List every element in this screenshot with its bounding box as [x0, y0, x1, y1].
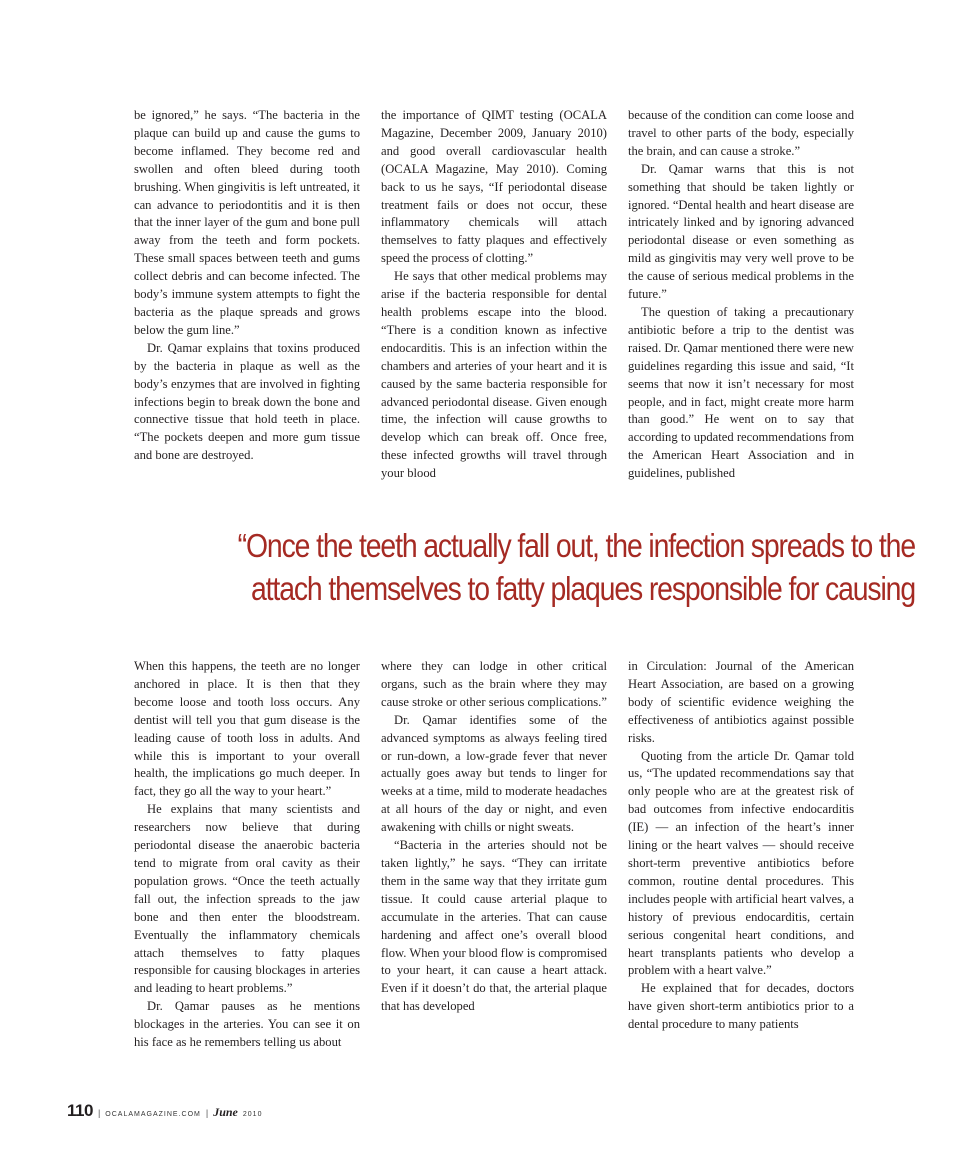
paragraph: the importance of QIMT testing (OCALA Magazine, December 2009, January 2010) and good overall cardiovascular health (OCALA Magazine, May 2010). Coming back to us he says, “If periodontal disease treatment fails or does not occur, these inflammatory chemicals will attach themselves to fatty plaques and effectively speed the process of clotting.”	[381, 108, 607, 266]
paragraph: be ignored,” he says. “The bacteria in the plaque can build up and cause the gums to become inflamed. They become red and swollen and often bleed during tooth brushing. When gingivitis is left untreated, it can advance to periodontitis and it is then that the inner layer of the gum and bone pull away from the teeth and form pockets. These small spaces between teeth and gums collect debris and can become infected. The body’s immune system attempts to fight the bacteria as the plaque spreads and grows below the gum line.”	[134, 108, 360, 337]
footer-site: OCALAMAGAZINE.COM	[105, 1111, 201, 1118]
paragraph: He explains that many scientists and researchers now believe that during periodontal disease the anaerobic bacteria tend to migrate from oral cavity as their population grows. “Once the teeth actually fall out, the infection spreads to the jaw bone and then enter the bloodstream. Eventually the inflammatory chemicals attach themselves to fatty plaques responsible for causing blockages in arteries and leading to heart problems.”	[134, 802, 360, 996]
article-column-1	[134, 107, 360, 465]
pull-quote	[231, 524, 915, 610]
article-column-5	[381, 658, 607, 1016]
paragraph: “Bacteria in the arteries should not be taken lightly,” he says. “They can irritate them in the same way that they irritate gum tissue. It could cause arterial plaque to accumulate in the arteries. That can cause hardening and affect one’s overall blood flow. When your blood flow is compromised to your heart, it can cause a heart attack. Even if it doesn’t do that, the arterial plaque that has developed	[381, 838, 607, 1014]
article-column-6	[628, 658, 854, 1034]
pull-quote-line-1: “Once the teeth actually fall out, the infection spreads to the	[237, 527, 916, 564]
paragraph: Quoting from the article Dr. Qamar told us, “The updated recommendations say that only people who are at the greatest risk of bad outcomes from infective endocarditis (IE) — an infection of the heart’s inner lining or the heart valves — should receive short-term preventive antibiotics before common, routine dental procedures. This includes people with artificial heart valves, a history of previous endocarditis, certain serious congenital heart conditions, and heart transplants patients who develop a problem with a heart valve.”	[628, 748, 854, 978]
article-column-2	[381, 107, 607, 483]
footer-separator: |	[97, 1108, 101, 1118]
paragraph: Dr. Qamar explains that toxins produced by the bacteria in plaque as well as the body’s enzymes that are involved in fighting infections begin to break down the bone and connective tissue that hold teeth in place. “The pockets deepen and more gum tissue and bone are destroyed.	[134, 340, 360, 463]
footer-month: June	[213, 1105, 238, 1119]
paragraph: because of the condition can come loose and travel to other parts of the body, especially the brain, and can cause a stroke.”	[628, 108, 854, 158]
paragraph: When this happens, the teeth are no longer anchored in place. It is then that they become loose and tooth loss occurs. Any dentist will tell you that gum disease is the leading cause of tooth loss in adults. And while this is important to your overall health, the implications go much deeper. In fact, they go all the way to your heart.”	[134, 659, 360, 799]
paragraph: The question of taking a precautionary antibiotic before a trip to the dentist was raised. Dr. Qamar mentioned there were new guidelines regarding this issue and said, “It seems that now it isn’t necessary for most people, and in fact, might create more harm than good.” He went on to say that according to updated recommendations from the American Heart Association and in guidelines, published	[628, 304, 854, 481]
paragraph: He explained that for decades, doctors have given short-term antibiotics prior to a dental procedure to many patients	[628, 981, 854, 1032]
paragraph: Dr. Qamar warns that this is not something that should be taken lightly or ignored. “Dental health and heart disease are intricately linked and by ignoring advanced periodontal disease or even something as mild as gingivitis may very well prove to be the cause of serious medical problems in the future.”	[628, 161, 854, 302]
paragraph: Dr. Qamar pauses as he mentions blockages in the arteries. You can see it on his face as he remembers telling us about	[134, 999, 360, 1050]
pull-quote-line-2: attach themselves to fatty plaques responsible for causing	[250, 570, 915, 607]
paragraph: in Circulation: Journal of the American Heart Association, are based on a growing body of scientific evidence weighing the effectiveness of antibiotics against possible risks.	[628, 659, 854, 745]
footer-separator: |	[205, 1108, 209, 1118]
article-column-3	[628, 107, 854, 483]
page-footer	[67, 1101, 262, 1121]
footer-year: 2010	[242, 1111, 263, 1118]
article-column-4	[134, 658, 360, 1052]
paragraph: where they can lodge in other critical organs, such as the brain where they may cause stroke or other serious complications.”	[381, 659, 607, 709]
paragraph: Dr. Qamar identifies some of the advanced symptoms as always feeling tired or run-down, a low-grade fever that never actually goes away but tends to linger for weeks at a time, mild to moderate headaches at all hours of the day or night, and even awakening with chills or night sweats.	[381, 712, 607, 835]
page-number: 110	[67, 1101, 93, 1120]
paragraph: He says that other medical problems may arise if the bacteria responsible for dental health problems escape into the blood. “There is a condition known as infective endocarditis. This is an infection within the chambers and arteries of your heart and it is caused by the same bacteria responsible for advanced periodontal disease. Given enough time, the infection will cause growths to develop which can break off. Once free, these infected growths will travel through your blood	[381, 269, 607, 481]
